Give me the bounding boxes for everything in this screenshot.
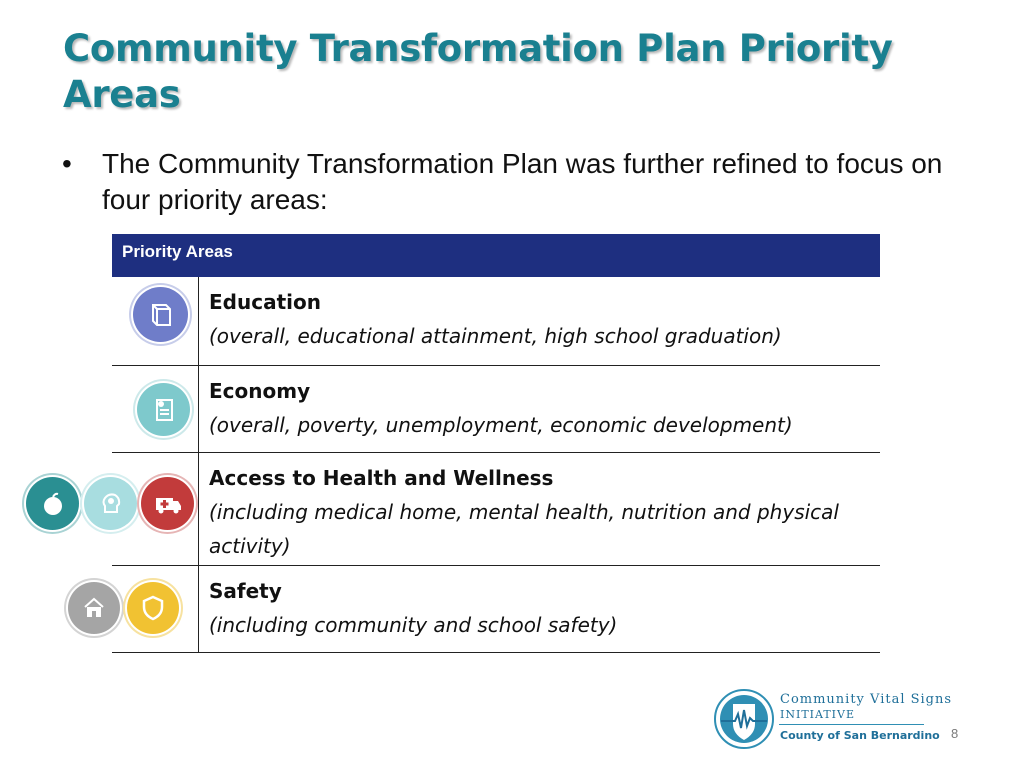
logo-line-2: INITIATIVE	[780, 708, 855, 721]
table-header: Priority Areas	[112, 234, 880, 277]
logo-line-3: County of San Bernardino	[780, 729, 940, 742]
ambulance-icon	[141, 477, 194, 530]
text-cell	[199, 277, 880, 365]
icon-cell	[112, 366, 199, 452]
logo-line-1: Community Vital Signs	[780, 692, 953, 707]
text-cell	[199, 366, 880, 452]
community-vital-signs-logo	[713, 688, 953, 754]
table-row-safety	[112, 566, 880, 653]
schoolhouse-icon	[68, 582, 120, 634]
logo-emblem-icon	[713, 688, 775, 750]
area-name: Economy	[209, 379, 311, 403]
bullet-text: The Community Transformation Plan was further refined to focus on four priority areas:	[102, 148, 943, 215]
page-number: 8	[951, 726, 959, 741]
area-detail: (including medical home, mental health, nutrition and physical activity)	[209, 500, 839, 558]
area-detail: (including community and school safety)	[209, 613, 618, 637]
book-icon	[133, 287, 188, 342]
priority-areas-table	[112, 234, 880, 653]
shield-icon	[127, 582, 179, 634]
area-name: Access to Health and Wellness	[209, 466, 554, 490]
area-name: Education	[209, 290, 321, 314]
icon-cell	[112, 277, 199, 365]
text-cell	[199, 453, 880, 565]
text-cell	[199, 566, 880, 652]
table-row-economy	[112, 366, 880, 453]
bullet-item	[62, 146, 982, 218]
logo-divider	[779, 724, 924, 725]
bullet-marker: •	[62, 148, 72, 179]
area-detail: (overall, educational attainment, high school graduation)	[209, 324, 782, 348]
slide-title: Community Transformation Plan Priority Areas	[63, 27, 893, 116]
table-row-health-wellness	[112, 453, 880, 566]
apple-icon	[26, 477, 79, 530]
table-row-education	[112, 277, 880, 366]
area-name: Safety	[209, 579, 282, 603]
head-gears-icon	[84, 477, 137, 530]
job-application-icon	[137, 383, 190, 436]
area-detail: (overall, poverty, unemployment, economic development)	[209, 413, 793, 437]
